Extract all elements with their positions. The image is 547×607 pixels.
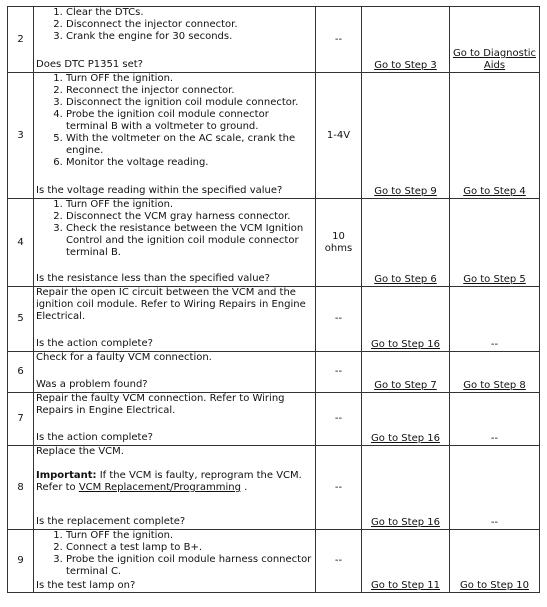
step-number: 8 xyxy=(8,446,34,530)
action-cell xyxy=(34,7,316,73)
action-cell xyxy=(34,393,316,446)
no-link[interactable]: Go to Step 8 xyxy=(450,352,540,393)
action-cell xyxy=(34,530,316,593)
action-text: Check for a faulty VCM connection. xyxy=(36,352,212,363)
yes-link[interactable]: Go to Step 7 xyxy=(362,352,450,393)
action-cell xyxy=(34,446,316,530)
question: Is the action complete? xyxy=(36,432,153,443)
value-cell: -- xyxy=(316,530,362,593)
question: Is the test lamp on? xyxy=(36,580,136,591)
value-cell: -- xyxy=(316,393,362,446)
step-number: 6 xyxy=(8,352,34,393)
no-link[interactable]: Go to Diagnostic Aids xyxy=(450,7,540,73)
question: Is the replacement complete? xyxy=(36,516,186,527)
action-list: 1. Turn OFF the ignition. 2. Connect a test lamp to B+. 3. Probe the ignition coil module harness connector terminal C. xyxy=(36,530,313,578)
no-link[interactable]: Go to Step 4 xyxy=(450,73,540,199)
no-value: -- xyxy=(450,393,540,446)
table-row-step-7 xyxy=(8,393,540,446)
action-text: Repair the open IC circuit between the VCM and the ignition coil module. Refer to Wiring Repairs in Engine Electrical. xyxy=(36,287,306,322)
question: Was a problem found? xyxy=(36,379,148,390)
action-cell xyxy=(34,199,316,287)
yes-link[interactable]: Go to Step 11 xyxy=(362,530,450,593)
yes-link[interactable]: Go to Step 16 xyxy=(362,287,450,352)
no-value: -- xyxy=(450,287,540,352)
step-number: 4 xyxy=(8,199,34,287)
action-cell xyxy=(34,352,316,393)
step-number: 2 xyxy=(8,7,34,73)
yes-link[interactable]: Go to Step 3 xyxy=(362,7,450,73)
no-link[interactable]: Go to Step 5 xyxy=(450,199,540,287)
yes-link[interactable]: Go to Step 16 xyxy=(362,446,450,530)
table-row-step-8 xyxy=(8,446,540,530)
vcm-replacement-link[interactable]: VCM Replacement/Programming xyxy=(78,482,241,493)
step-number: 5 xyxy=(8,287,34,352)
yes-link[interactable]: Go to Step 6 xyxy=(362,199,450,287)
step-number: 3 xyxy=(8,73,34,199)
table-row-step-6 xyxy=(8,352,540,393)
question: Is the resistance less than the specified value? xyxy=(36,273,270,284)
table-row-step-5 xyxy=(8,287,540,352)
action-list: 1. Clear the DTCs. 2. Disconnect the injector connector. 3. Crank the engine for 30 seconds. xyxy=(36,7,313,43)
table-row-step-2 xyxy=(8,7,540,73)
action-list: 1. Turn OFF the ignition. 2. Disconnect the VCM gray harness connector. 3. Check the resistance between the VCM Ignition Control and the ignition coil module connector terminal B. xyxy=(36,199,313,259)
yes-link[interactable]: Go to Step 9 xyxy=(362,73,450,199)
table-row-step-3 xyxy=(8,73,540,199)
question: Is the action complete? xyxy=(36,338,153,349)
action-cell xyxy=(34,73,316,199)
question: Does DTC P1351 set? xyxy=(36,59,143,70)
diagnostic-table xyxy=(7,6,540,593)
action-text: Replace the VCM. xyxy=(36,446,124,457)
yes-link[interactable]: Go to Step 16 xyxy=(362,393,450,446)
important-label: Important: xyxy=(36,470,97,481)
value-cell: 1-4V xyxy=(316,73,362,199)
step-number: 7 xyxy=(8,393,34,446)
action-cell xyxy=(34,287,316,352)
action-text: Repair the faulty VCM connection. Refer to Wiring Repairs in Engine Electrical. xyxy=(36,393,285,416)
value-cell: -- xyxy=(316,7,362,73)
table-row-step-4 xyxy=(8,199,540,287)
value-cell: 10 ohms xyxy=(316,199,362,287)
no-link[interactable]: Go to Step 10 xyxy=(450,530,540,593)
value-cell: -- xyxy=(316,446,362,530)
value-cell: -- xyxy=(316,287,362,352)
question: Is the voltage reading within the specified value? xyxy=(36,185,283,196)
important-note: Important: If the VCM is faulty, reprogram the VCM. Refer to VCM Replacement/Programming . xyxy=(36,470,302,493)
table-row-step-9 xyxy=(8,530,540,593)
value-cell: -- xyxy=(316,352,362,393)
no-value: -- xyxy=(450,446,540,530)
action-list: 1. Turn OFF the ignition. 2. Reconnect the injector connector. 3. Disconnect the ignition coil module connector. 4. Probe the ignition coil module connector terminal B with a voltmeter to ground. 5. With the voltmeter on the AC scale, crank the engine. 6. Monitor the voltage reading. xyxy=(36,73,313,169)
step-number: 9 xyxy=(8,530,34,593)
